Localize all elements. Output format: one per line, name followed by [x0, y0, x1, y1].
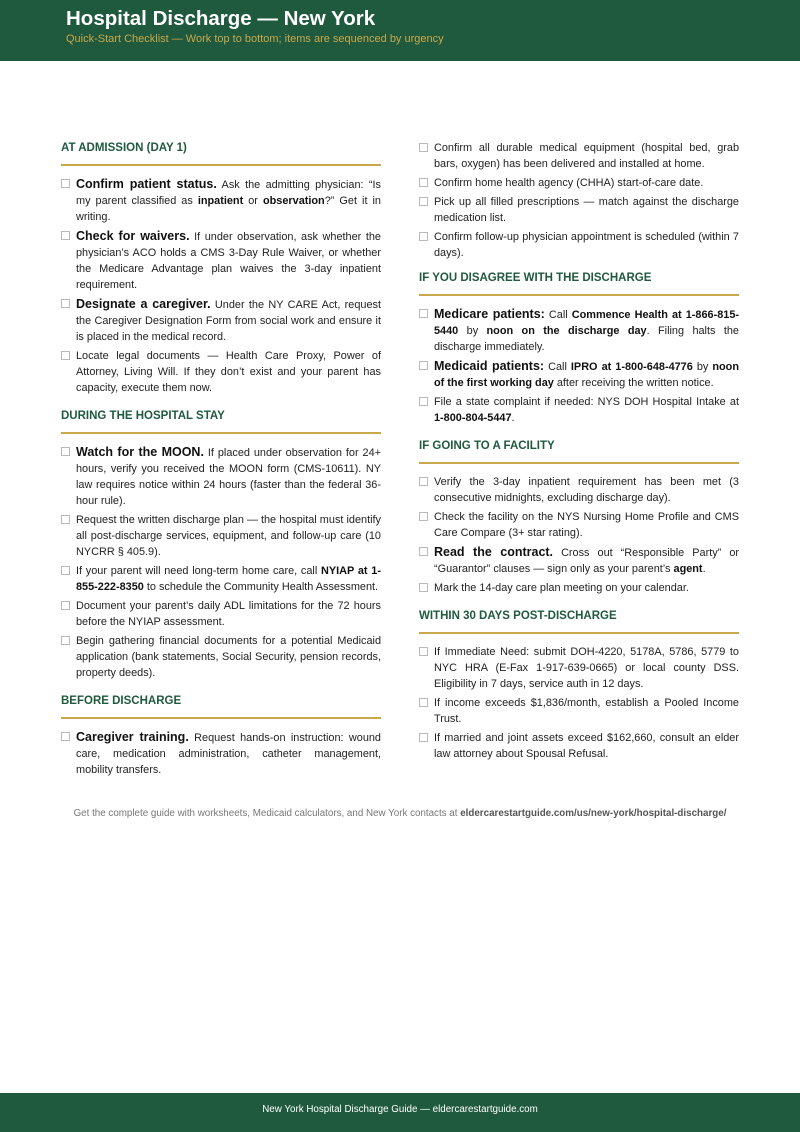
- checklist-item: [61, 598, 381, 630]
- checklist: [419, 140, 739, 261]
- checklist-item-text: [434, 394, 739, 426]
- checkbox[interactable]: [419, 477, 428, 486]
- page-header: [0, 0, 800, 61]
- page-title: Hospital Discharge — New York: [66, 7, 376, 30]
- item-emphasis: agent: [673, 563, 703, 575]
- checklist-item: [419, 358, 739, 391]
- item-lead: Check for waivers.: [76, 229, 190, 243]
- section-title: IF YOU DISAGREE WITH THE DISCHARGE: [419, 272, 652, 284]
- checkbox[interactable]: [419, 698, 428, 707]
- checklist-item: [419, 730, 739, 762]
- checkbox[interactable]: [419, 547, 428, 556]
- checklist-item-text: [76, 444, 381, 509]
- checklist-item-text: [434, 474, 739, 506]
- checklist-item: [61, 563, 381, 595]
- checklist-item-text: [434, 730, 739, 762]
- item-lead: Medicare patients:: [434, 307, 545, 321]
- item-emphasis: noon of the first working day: [434, 361, 739, 389]
- checkbox[interactable]: [61, 636, 70, 645]
- item-lead: Medicaid patients:: [434, 359, 545, 373]
- checklist-item: [419, 175, 739, 191]
- checkbox[interactable]: [419, 197, 428, 206]
- checkbox[interactable]: [61, 299, 70, 308]
- item-emphasis: NYIAP at 1-855-222-8350: [76, 565, 381, 593]
- item-text: If Immediate Need: submit DOH-4220, 5178A, 5786, 5779 to NYC HRA (E-Fax 1-917-639-0665) or local county DSS. Eligibility in 7 days, service auth in 12 days.: [434, 646, 739, 690]
- checklist-item: [61, 512, 381, 560]
- checklist: [419, 644, 739, 762]
- checklist-item: [419, 695, 739, 727]
- section-divider: [61, 432, 381, 434]
- checklist: [61, 176, 381, 396]
- section-title: BEFORE DISCHARGE: [61, 695, 182, 707]
- section-divider: [419, 294, 739, 296]
- section-divider: [61, 717, 381, 719]
- item-emphasis: observation: [262, 195, 325, 207]
- item-text: Check the facility on the NYS Nursing Home Profile and CMS Care Compare (3+ star rating).: [434, 511, 739, 539]
- checklist-item-text: [434, 194, 739, 226]
- checklist-item-text: [76, 512, 381, 560]
- checkbox[interactable]: [61, 601, 70, 610]
- checklist-item-text: [76, 729, 381, 778]
- item-text: Under the NY CARE Act, request the Caregiver Designation Form from social work and ensure it is placed in the medical record.: [76, 299, 381, 343]
- checklist-item: [419, 229, 739, 261]
- item-text: Confirm all durable medical equipment (hospital bed, grab bars, oxygen) has been delivered and installed at home.: [434, 142, 739, 170]
- item-text: Call: [544, 309, 572, 321]
- section-divider: [61, 164, 381, 166]
- checkbox[interactable]: [61, 179, 70, 188]
- checklist: [419, 306, 739, 426]
- section-divider: [419, 632, 739, 634]
- item-text: Ask the admitting physician: “Is my parent classified as: [76, 179, 381, 207]
- item-text: after receiving the written notice.: [553, 377, 714, 389]
- section-disagree: [419, 270, 739, 426]
- item-lead: Confirm patient status.: [76, 177, 217, 191]
- checkbox[interactable]: [419, 397, 428, 406]
- item-text: Mark the 14-day care plan meeting on your calendar.: [434, 582, 689, 594]
- item-text: Request the written discharge plan — the hospital must identify all post-discharge services, equipment, and follow-up care (10 NYCRR § 405.9).: [76, 514, 381, 558]
- checklist-item-text: [434, 644, 739, 692]
- checklist-item: [61, 176, 381, 225]
- checklist-item: [419, 580, 739, 596]
- checklist-item-text: [434, 580, 739, 596]
- checklist-item: [419, 194, 739, 226]
- checklist-item-text: [434, 306, 739, 355]
- checklist-item: [61, 296, 381, 345]
- checklist-item: [419, 644, 739, 692]
- checkbox[interactable]: [61, 732, 70, 741]
- checkbox[interactable]: [419, 143, 428, 152]
- item-text: If placed under observation for 24+ hours, verify you received the MOON form (CMS-10611). NY law requires notice within 24 hours (faster than the federal 36-hour rule).: [76, 447, 381, 507]
- checklist: [419, 474, 739, 596]
- checklist-item: [419, 474, 739, 506]
- item-text: If income exceeds $1,836/month, establish a Pooled Income Trust.: [434, 697, 739, 725]
- item-lead: Designate a caregiver.: [76, 297, 211, 311]
- checkbox[interactable]: [61, 515, 70, 524]
- footer-text: New York Hospital Discharge Guide — eldercarestartguide.com: [262, 1104, 538, 1115]
- item-text: If married and joint assets exceed $162,660, consult an elder law attorney about Spousal Refusal.: [434, 732, 739, 760]
- checklist-item: [419, 544, 739, 577]
- item-emphasis: IPRO at 1-800-648-4776: [570, 361, 693, 373]
- item-text: Request hands-on instruction: wound care, medication administration, catheter management, mobility transfers.: [76, 732, 381, 776]
- section-hospital-stay: [61, 408, 381, 681]
- item-text: by: [692, 361, 713, 373]
- item-emphasis: noon on the discharge day: [486, 325, 647, 337]
- checkbox[interactable]: [419, 512, 428, 521]
- checklist-item: [419, 394, 739, 426]
- checklist-item: [61, 633, 381, 681]
- checkbox[interactable]: [419, 361, 428, 370]
- section-before-discharge: [61, 693, 381, 778]
- checkbox[interactable]: [419, 309, 428, 318]
- checklist-item: [61, 729, 381, 778]
- page-subtitle: Quick-Start Checklist — Work top to bottom; items are sequenced by urgency: [66, 33, 444, 45]
- item-text: Verify the 3-day inpatient requirement has been met (3 consecutive midnights, excluding discharge day).: [434, 476, 739, 504]
- checkbox[interactable]: [419, 178, 428, 187]
- item-text: .: [702, 563, 706, 575]
- checklist-item-text: [434, 695, 739, 727]
- guide-note: [0, 808, 800, 819]
- section-title: WITHIN 30 DAYS POST-DISCHARGE: [419, 610, 617, 622]
- guide-note-text: Get the complete guide with worksheets, Medicaid calculators, and New York contacts at: [73, 808, 461, 819]
- checklist-item-text: [434, 229, 739, 261]
- checklist-item: [419, 306, 739, 355]
- checkbox[interactable]: [419, 733, 428, 742]
- section-admission: [61, 140, 381, 396]
- item-text: ?” Get it in writing.: [76, 195, 381, 223]
- checkbox[interactable]: [61, 447, 70, 456]
- guide-link[interactable]: eldercarestartguide.com/us/new-york/hospital-discharge/: [460, 808, 727, 819]
- checklist-item: [61, 228, 381, 293]
- section-title: IF GOING TO A FACILITY: [419, 440, 555, 452]
- item-text: Document your parent’s daily ADL limitations for the 72 hours before the NYIAP assessment.: [76, 600, 381, 628]
- checkbox[interactable]: [61, 231, 70, 240]
- checklist-item-text: [434, 175, 739, 191]
- checklist-item: [61, 348, 381, 396]
- item-text: Call: [544, 361, 571, 373]
- checklist-item-text: [434, 544, 739, 577]
- section-divider: [419, 462, 739, 464]
- checkbox[interactable]: [419, 232, 428, 241]
- item-text: Begin gathering financial documents for a potential Medicaid application (bank statements, Social Security, pension records, property deeds).: [76, 635, 381, 679]
- section-facility: [419, 438, 739, 596]
- page-footer: [0, 1093, 800, 1132]
- checklist-item-text: [434, 358, 739, 391]
- item-text: Confirm home health agency (CHHA) start-of-care date.: [434, 177, 704, 189]
- item-text: Locate legal documents — Health Care Proxy, Power of Attorney, Living Will. If they don’t exist and your parent has capacity, execute them now.: [76, 350, 381, 394]
- checklist-item-text: [434, 140, 739, 172]
- checkbox[interactable]: [61, 566, 70, 575]
- item-text: If under observation, ask whether the physician’s ACO holds a CMS 3-Day Rule Waiver, or whether the Medicare Advantage plan waives the 3-day inpatient requirement.: [76, 231, 381, 291]
- checkbox[interactable]: [419, 583, 428, 592]
- section-title: AT ADMISSION (DAY 1): [61, 142, 187, 154]
- checklist-item-text: [76, 228, 381, 293]
- section-title: DURING THE HOSPITAL STAY: [61, 410, 225, 422]
- item-lead: Read the contract.: [434, 545, 554, 559]
- checkbox[interactable]: [61, 351, 70, 360]
- checklist-item-text: [434, 509, 739, 541]
- item-text: Confirm follow-up physician appointment is scheduled (within 7 days).: [434, 231, 739, 259]
- checklist: [61, 444, 381, 681]
- item-emphasis: 1-800-804-5447: [434, 412, 512, 424]
- item-text: File a state complaint if needed: NYS DOH Hospital Intake at: [434, 396, 739, 408]
- left-column: [61, 140, 381, 781]
- item-lead: Caregiver training.: [76, 730, 189, 744]
- item-text: Pick up all filled prescriptions — match against the discharge medication list.: [434, 196, 739, 224]
- item-text: or: [243, 195, 263, 207]
- right-column: [419, 140, 739, 765]
- checklist-item-text: [76, 598, 381, 630]
- checklist-item: [419, 140, 739, 172]
- item-text: . Filing halts the discharge immediately.: [434, 325, 739, 353]
- checklist-item: [419, 509, 739, 541]
- checkbox[interactable]: [419, 647, 428, 656]
- checklist-item-text: [76, 563, 381, 595]
- checklist-item-text: [76, 176, 381, 225]
- item-emphasis: inpatient: [197, 195, 244, 207]
- item-text: Cross out “Responsible Party” or “Guarantor” clauses — sign only as your parent’s: [434, 547, 740, 575]
- checklist-item: [61, 444, 381, 509]
- item-text: .: [511, 412, 515, 424]
- item-text: by: [458, 325, 487, 337]
- checklist-item-text: [76, 348, 381, 396]
- item-lead: Watch for the MOON.: [76, 445, 204, 459]
- checklist-item-text: [76, 296, 381, 345]
- section-before-discharge-continued: [419, 140, 739, 261]
- item-text: to schedule the Community Health Assessment.: [143, 581, 379, 593]
- section-post-discharge: [419, 608, 739, 762]
- checklist-item-text: [76, 633, 381, 681]
- item-text: If your parent will need long-term home care, call: [76, 565, 322, 577]
- item-emphasis: Commence Health at 1-866-815-5440: [434, 309, 740, 337]
- checklist: [61, 729, 381, 778]
